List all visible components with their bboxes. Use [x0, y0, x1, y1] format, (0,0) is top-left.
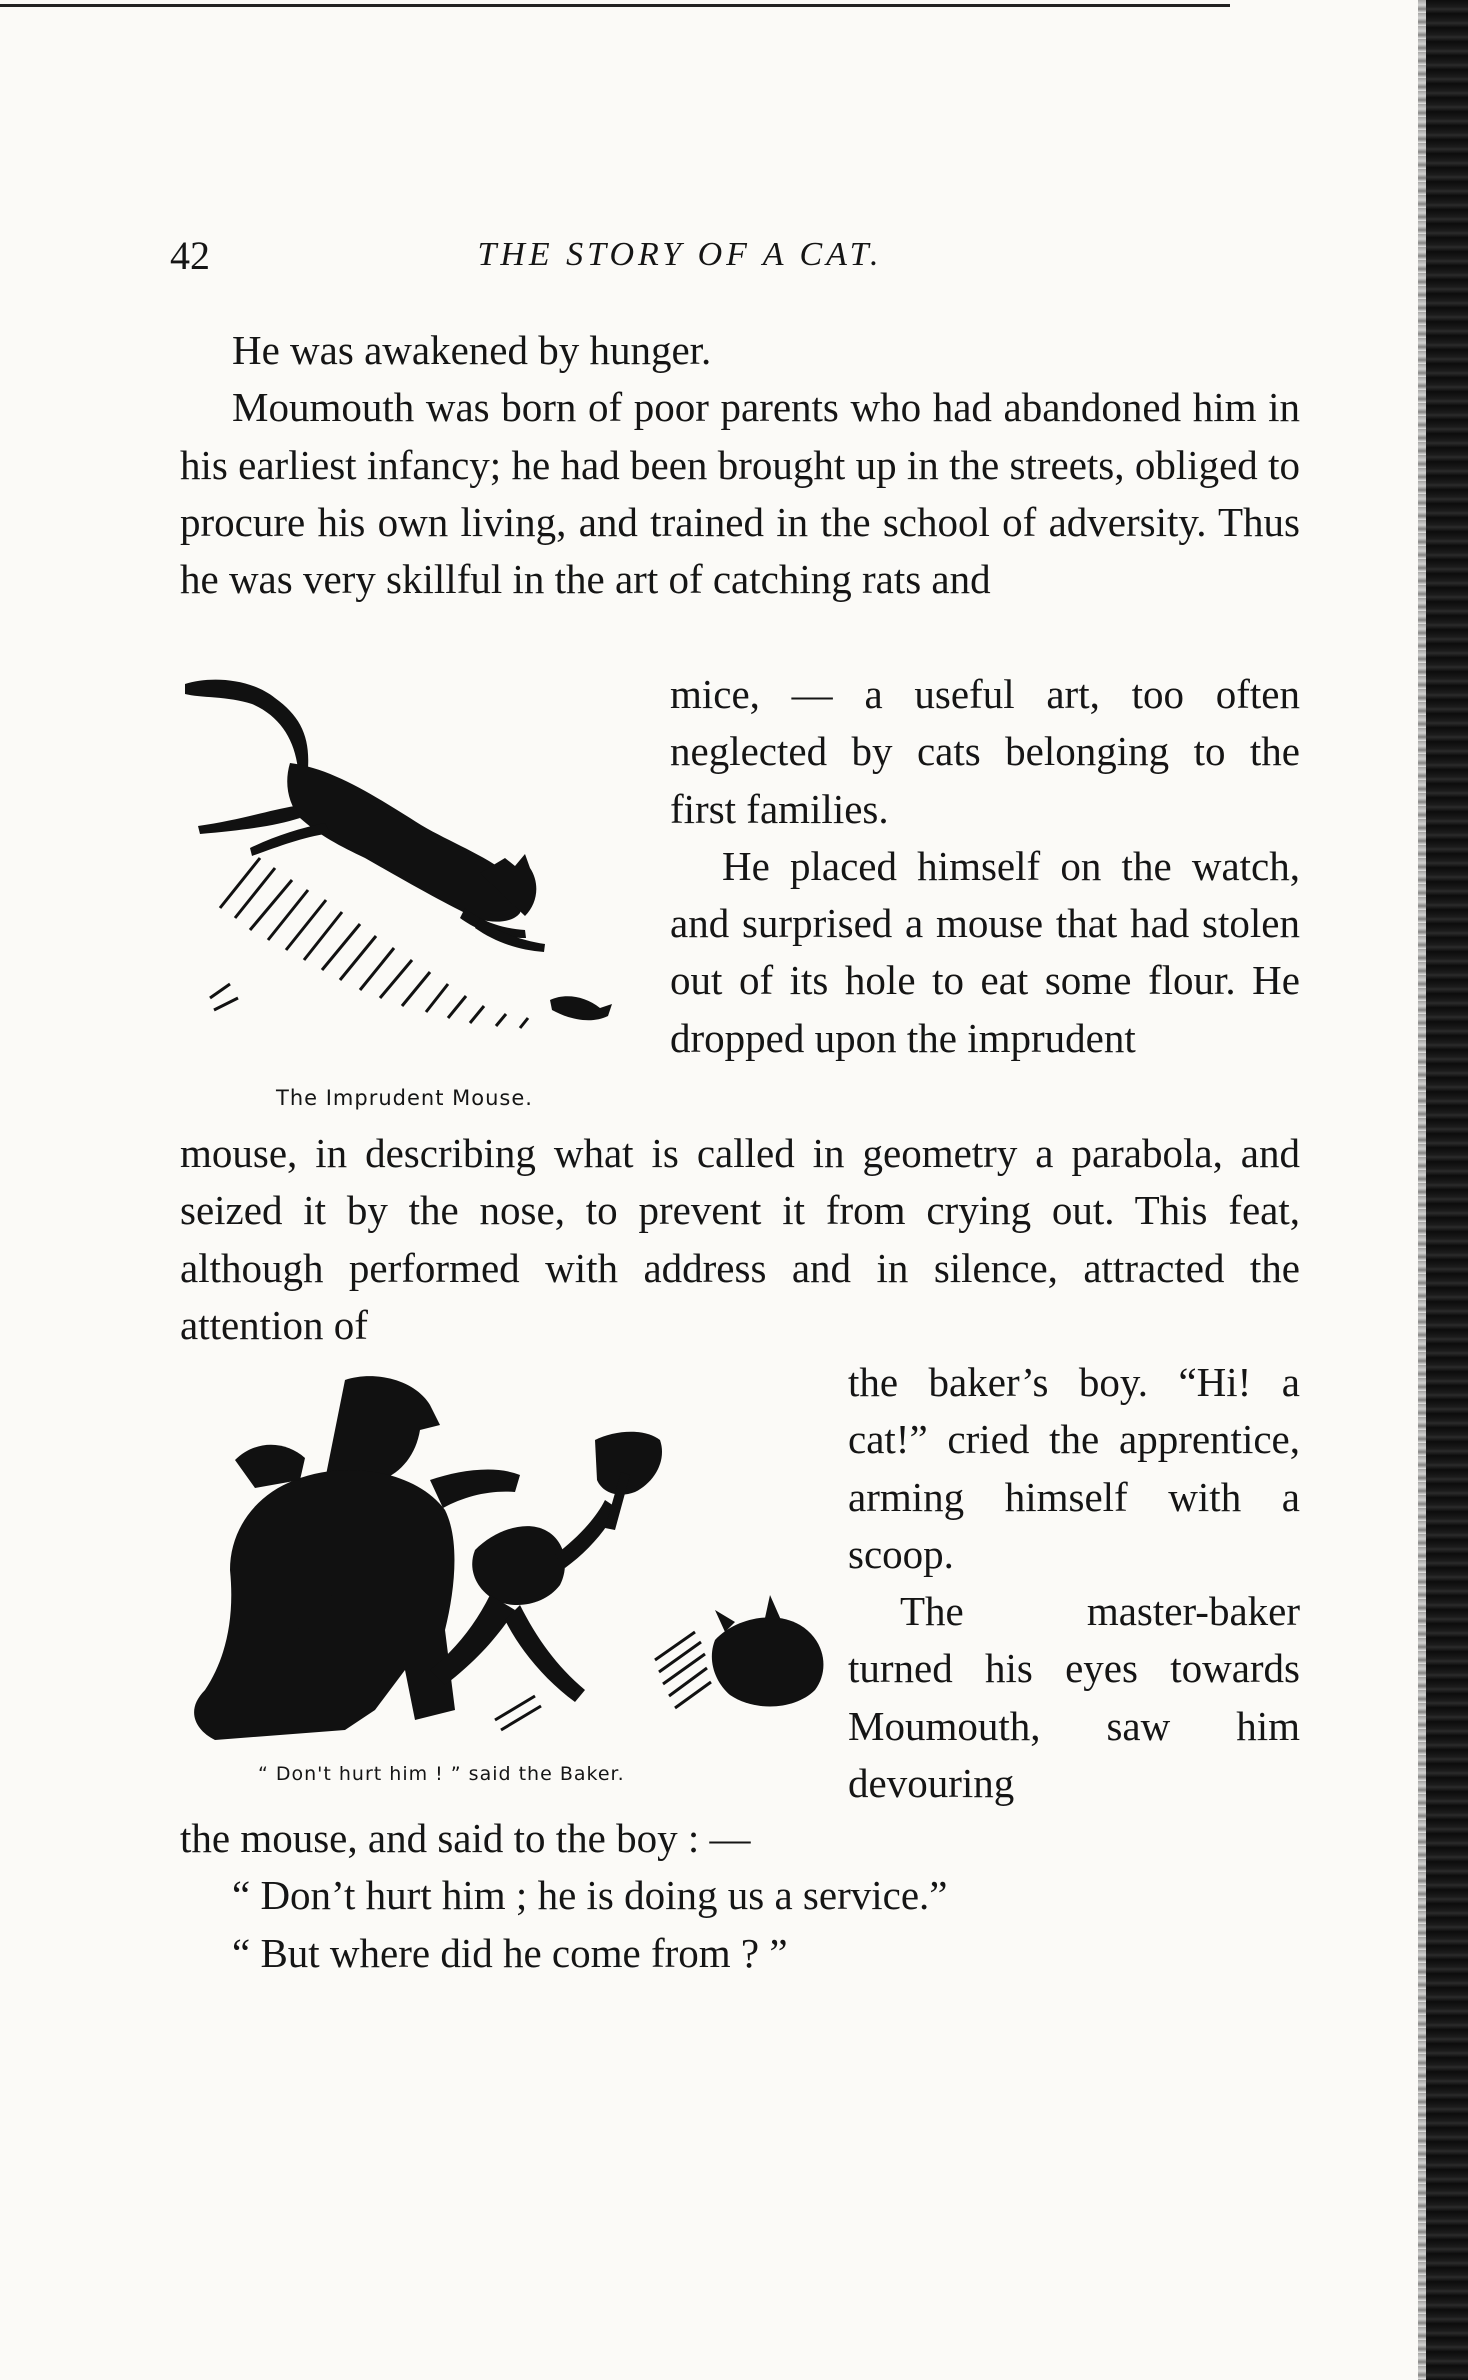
cat-pouncing-illustration [180, 668, 650, 1078]
page-top-rule [0, 4, 1230, 7]
book-spine-edge [1418, 0, 1426, 2380]
text-wrap-beside-baker [848, 1354, 1300, 1812]
baker-illustration-caption: “ Don't hurt him ! ” said the Baker. [258, 1763, 625, 1785]
page-number: 42 [170, 233, 210, 278]
paragraph-useful-art: mice, — a useful art, too often neglected by cats belonging to the first families. [670, 671, 1300, 832]
book-spine [1426, 0, 1468, 2380]
running-header [170, 232, 1300, 292]
paragraph-hi-a-cat: the baker’s boy. “Hi! a cat!” cried the apprentice, arming himself with a scoop. [848, 1359, 1300, 1577]
text-block-top [180, 322, 1300, 608]
cat-illustration-caption: The Imprudent Mouse. [276, 1086, 533, 1110]
paragraph-moumouth-origin: Moumouth was born of poor parents who had abandoned him in his earliest infancy; he had been brought up in the streets, obliged to procure his own living, and trained in the school of adversity. Thus he was very skillful in the art of catching rats and [180, 384, 1300, 603]
paragraph-dont-hurt-him: “ Don’t hurt him ; he is doing us a service.” [232, 1872, 948, 1919]
text-wrap-beside-cat [670, 666, 1300, 1067]
text-block-bottom [180, 1810, 1300, 1982]
paragraph-parabola: mouse, in describing what is called in geometry a parabola, and seized it by the nose, to prevent it from crying out. This feat, although performed with address and in silence, attracted the attention of [180, 1130, 1300, 1348]
paragraph-said-to-boy: the mouse, and said to the boy : — [180, 1815, 751, 1861]
paragraph-awakened: He was awakened by hunger. [232, 327, 712, 373]
text-block-middle [180, 1125, 1300, 1354]
running-title: THE STORY OF A CAT. [477, 236, 883, 273]
paragraph-master-baker: The master-baker turned his eyes towards Moumouth, saw him devouring [848, 1588, 1300, 1807]
baker-and-boy-illustration [175, 1370, 835, 1750]
paragraph-watch-mouse: He placed himself on the watch, and surprised a mouse that had stolen out of its hole to eat some flour. He dropped upon the imprudent [670, 842, 1300, 1061]
paragraph-where-from: “ But where did he come from ? ” [232, 1929, 788, 1976]
